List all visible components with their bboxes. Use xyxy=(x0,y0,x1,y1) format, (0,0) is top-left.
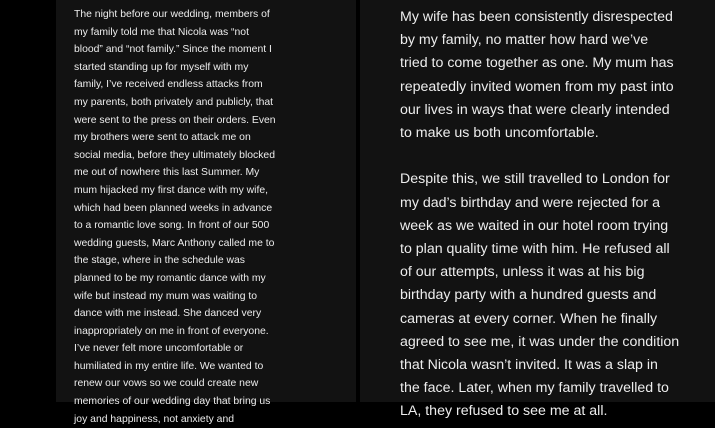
text-line: by my family, no matter how hard we’ve xyxy=(400,32,649,49)
text-line: family, I’ve received endless attacks from xyxy=(74,79,263,91)
text-line: to plan quality time with him. He refused all xyxy=(400,241,670,258)
text-line: wife but instead my mum was waiting to xyxy=(74,290,258,302)
text-line: birthday party with a hundred guests and xyxy=(400,287,657,304)
text-line: social media, before they ultimately blocked xyxy=(74,149,275,161)
text-line: blood” and “not family.” Since the moment I xyxy=(74,44,272,56)
text-line: to a romantic love song. In front of our 500 xyxy=(74,220,270,232)
text-line: cameras at every corner. When he finally xyxy=(400,310,658,327)
text-line: agreed to see me, it was under the condition xyxy=(400,333,680,350)
text-line: the stage, where in the schedule was xyxy=(74,255,245,267)
text-line: week as we waited in our hotel room trying xyxy=(400,217,669,234)
text-line: started standing up for myself with my xyxy=(74,61,249,73)
text-line: my family told me that Nicola was “not xyxy=(74,26,249,38)
left-text-panel xyxy=(56,0,356,425)
text-line: The night before our wedding, members of xyxy=(74,9,270,20)
right-statement-text xyxy=(400,6,679,424)
text-line: I’ve never felt more uncomfortable or xyxy=(74,343,244,355)
right-text-panel xyxy=(360,0,715,420)
text-line: mum hijacked my first dance with my wife, xyxy=(74,184,269,196)
text-line: my parents, both privately and publicly, that xyxy=(74,96,274,108)
text-line: me out of nowhere this last Summer. My xyxy=(74,167,260,179)
text-line: were sent to the press on their orders. Even xyxy=(74,114,276,126)
text-line: of our attempts, unless it was at his big xyxy=(400,264,645,281)
text-line: My wife has been consistently disrespected xyxy=(400,9,673,25)
text-line: Despite this, we still travelled to London for xyxy=(400,171,670,188)
text-line: wedding guests, Marc Anthony called me to xyxy=(74,237,275,249)
text-line: that Nicola wasn’t invited. It was a slap in xyxy=(400,357,658,374)
text-line: memories of our wedding day that bring us xyxy=(74,396,271,408)
text-line: my dad’s birthday and were rejected for a xyxy=(400,194,660,211)
text-line: the face. Later, when my family travelled to xyxy=(400,380,669,397)
text-line: repeatedly invited women from my past into xyxy=(400,78,674,95)
text-line: which had been planned weeks in advance xyxy=(74,202,273,214)
text-line: planned to be my romantic dance with my xyxy=(74,272,266,284)
paragraph-gap xyxy=(400,145,679,168)
text-line: dance with me instead. She danced very xyxy=(74,308,262,320)
text-line: inappropriately on me in front of everyone. xyxy=(74,325,269,337)
text-line: joy and happiness, not anxiety and xyxy=(74,413,235,425)
text-line: humiliated in my entire life. We wanted to xyxy=(74,360,264,372)
text-line: LA, they refused to see me at all. xyxy=(400,403,608,420)
text-line: tried to come together as one. My mum has xyxy=(400,55,674,72)
left-statement-text xyxy=(74,6,276,428)
text-line: renew our vows so we could create new xyxy=(74,378,259,390)
text-line: my brothers were sent to attack me on xyxy=(74,132,251,144)
text-line: our lives in ways that were clearly intended xyxy=(400,101,670,118)
text-line: to make us both uncomfortable. xyxy=(400,125,599,142)
